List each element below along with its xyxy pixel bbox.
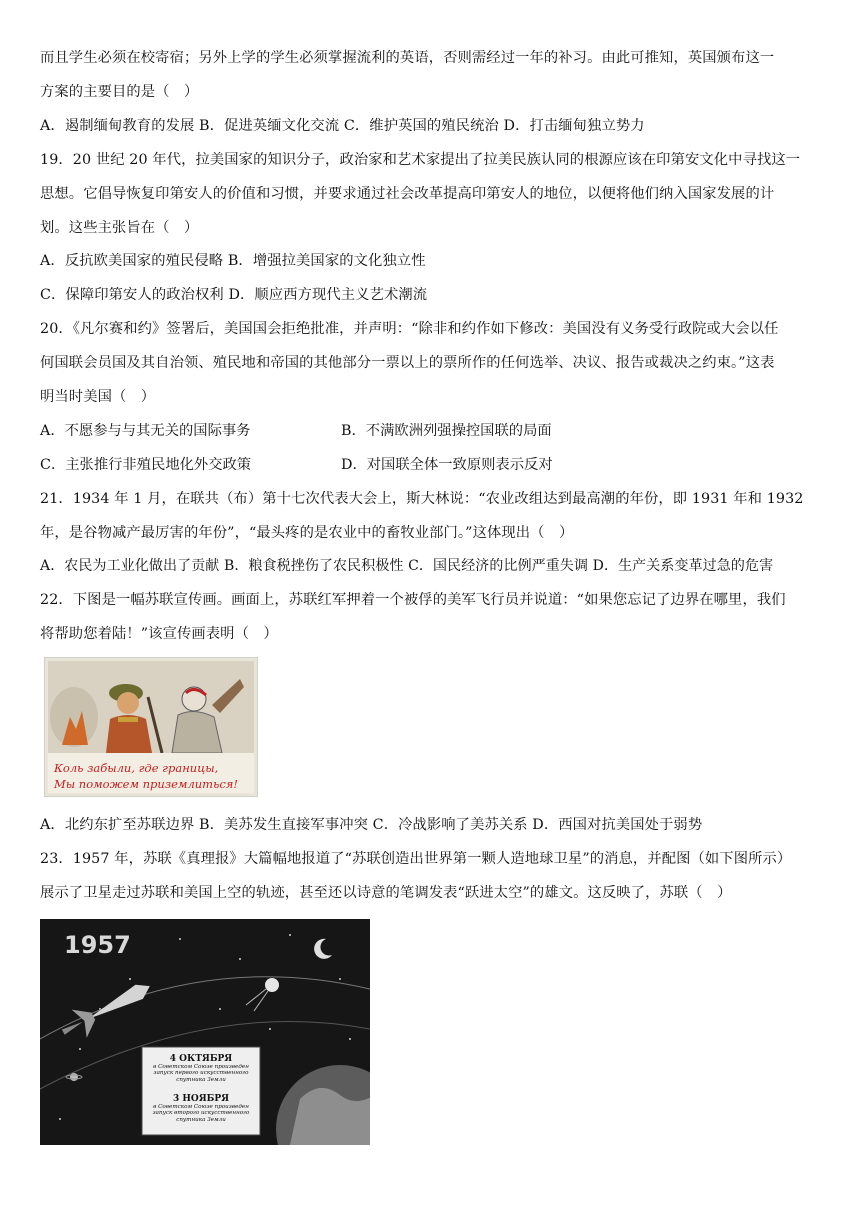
q20-option-b: B．不满欧洲列强操控国联的局面 [341, 423, 552, 439]
q18-text-line-1: 而且学生必须在校寄宿；另外上学的学生必须掌握流利的英语，否则需经过一年的补习。由此可推知，英国颁布这一 [40, 50, 775, 66]
q19-stem-line-3: 划。这些主张旨在（ ） [40, 220, 199, 236]
q23-stem-line-2: 展示了卫星走过苏联和美国上空的轨迹，甚至还以诗意的笔调发表“跃进太空”的雄文。这反映了，苏联（ ） [40, 885, 732, 901]
sputnik-newspaper-image [40, 919, 370, 1145]
q22-stem-line-1: 22．下图是一幅苏联宣传画。画面上，苏联红军押着一个被俘的美军飞行员并说道：“如果您忘记了边界在哪里，我们 [40, 592, 786, 608]
poster-caption-line-1: Коль забыли, где границы, [54, 761, 219, 775]
q22-stem-line-2: 将帮助您着陆！”该宣传画表明（ ） [40, 626, 278, 642]
q19-stem-line-2: 思想。它倡导恢复印第安人的价值和习惯，并要求通过社会改革提高印第安人的地位，以便将他们纳入国家发展的计 [40, 186, 775, 202]
q23-stem-line-1: 23．1957 年，苏联《真理报》大篇幅地报道了“苏联创造出世界第一颗人造地球卫星”的消息，并配图（如下图所示） [40, 851, 792, 867]
q21-stem-line-2: 年，是谷物减产最厉害的年份”，“最头疼的是农业中的畜牧业部门。”这体现出（ ） [40, 525, 574, 541]
poster-caption-line-2: Мы поможем приземлиться! [54, 777, 239, 791]
q20-option-d: D．对国联全体一致原则表示反对 [341, 457, 553, 473]
q20-stem-line-1: 20．《凡尔赛和约》签署后，美国国会拒绝批准，并声明：“除非和约作如下修改：美国没有义务受行政院或大会以任 [40, 321, 779, 337]
q19-options-row-1: A．反抗欧美国家的殖民侵略 B．增强拉美国家的文化独立性 [40, 253, 426, 269]
image-date-1: 4 ОКТЯБРЯ [169, 1054, 233, 1064]
image-date-2: 3 НОЯБРЯ [172, 1094, 230, 1104]
q21-options: A．农民为工业化做出了贡献 B．粮食税挫伤了农民积极性 C．国民经济的比例严重失调 D．生产关系变革过急的危害 [40, 558, 774, 574]
q19-options-row-2: C．保障印第安人的政治权利 D．顺应西方现代主义艺术潮流 [40, 287, 428, 303]
q18-options: A．遏制缅甸教育的发展 B．促进英缅文化交流 C．维护英国的殖民统治 D．打击缅甸独立势力 [40, 118, 645, 134]
q22-options: A．北约东扩至苏联边界 B．美苏发生直接军事冲突 C．冷战影响了美苏关系 D．西国对抗美国处于弱势 [40, 817, 703, 833]
image-text-1: в Советском Союзе произведен запуск первого искусственного спутника Земли [153, 1064, 249, 1083]
image-text-2: в Советском Союзе произведен запуск второго искусственного спутника Земли [152, 1104, 250, 1123]
q18-text-line-2: 方案的主要目的是（ ） [40, 84, 199, 100]
q21-stem-line-1: 21．1934 年 1 月，在联共（布）第十七次代表大会上，斯大林说：“农业改组达到最高潮的年份，即 1931 年和 1932 [40, 491, 804, 507]
image-year-label: 1957 [64, 931, 131, 959]
propaganda-poster-image [44, 657, 258, 797]
q20-option-a: A．不愿参与与其无关的国际事务 [40, 423, 251, 439]
q20-stem-line-3: 明当时美国（ ） [40, 389, 156, 405]
q19-stem-line-1: 19．20 世纪 20 年代，拉美国家的知识分子，政治家和艺术家提出了拉美民族认同的根源应该在印第安文化中寻找这一 [40, 152, 801, 168]
q20-option-c: C．主张推行非殖民地化外交政策 [40, 457, 252, 473]
q20-stem-line-2: 何国联会员国及其自治领、殖民地和帝国的其他部分一票以上的票所作的任何选举、决议、报告或裁决之约束。”这表 [40, 355, 775, 371]
